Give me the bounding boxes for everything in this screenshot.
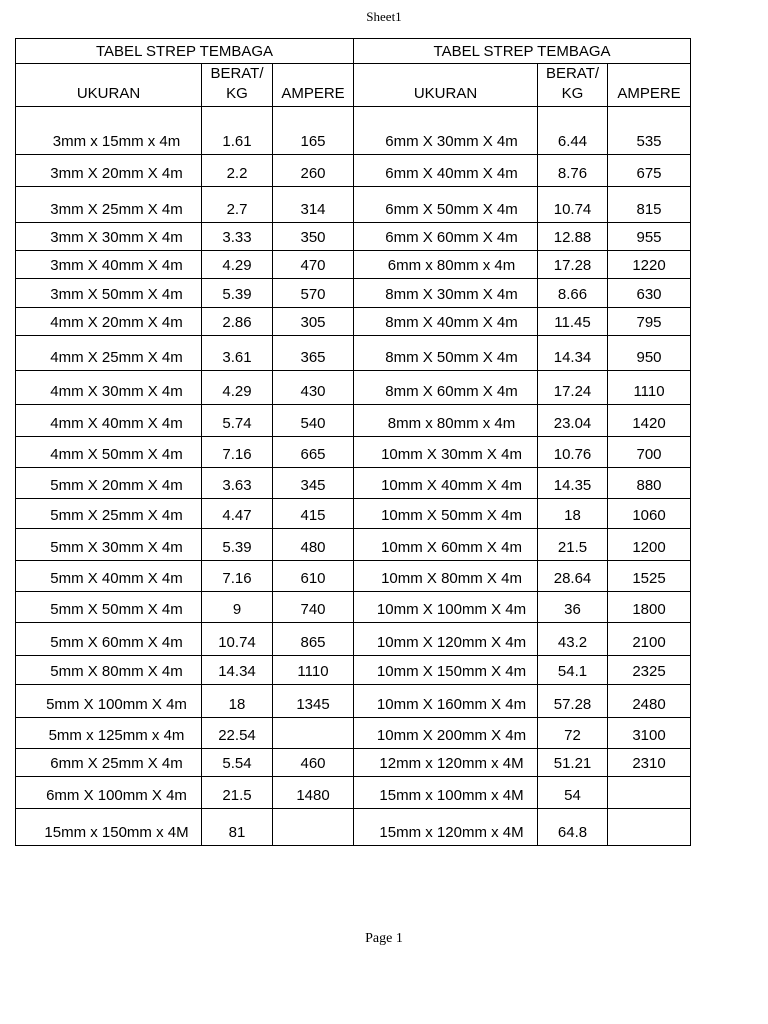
left-size-cell: 3mm X 20mm X 4m [16, 155, 202, 187]
left-size-cell: 4mm X 30mm X 4m [16, 371, 202, 405]
table-row [16, 308, 691, 336]
right-size-cell: 15mm x 120mm x 4M [354, 809, 538, 846]
right-ampere-cell: 955 [608, 223, 691, 251]
left-size-cell: 6mm X 25mm X 4m [16, 749, 202, 777]
left-weight-cell: 18 [202, 685, 273, 718]
left-size-cell: 3mm X 30mm X 4m [16, 223, 202, 251]
right-table-title: TABEL STREP TEMBAGA [354, 39, 691, 64]
left-ampere-cell: 740 [273, 592, 354, 623]
table-row [16, 251, 691, 279]
right-weight-cell: 11.45 [538, 308, 608, 336]
weight-header-line1: BERAT/ [545, 65, 600, 82]
table-body [16, 107, 691, 846]
right-size-cell: 8mm X 50mm X 4m [354, 336, 538, 371]
left-weight-cell: 7.16 [202, 437, 273, 468]
table-row [16, 561, 691, 592]
table-row [16, 187, 691, 223]
left-weight-cell: 2.7 [202, 187, 273, 223]
left-weight-cell: 3.61 [202, 336, 273, 371]
right-size-cell: 10mm X 50mm X 4m [354, 499, 538, 529]
weight-header-line1: BERAT/ [210, 65, 264, 82]
left-weight-cell: 1.61 [202, 107, 273, 155]
left-weight-cell: 7.16 [202, 561, 273, 592]
right-size-header: UKURAN [354, 64, 538, 107]
right-weight-cell: 12.88 [538, 223, 608, 251]
left-size-cell: 4mm X 40mm X 4m [16, 405, 202, 437]
left-size-cell: 5mm X 25mm X 4m [16, 499, 202, 529]
right-weight-cell: 14.35 [538, 468, 608, 499]
left-size-cell: 3mm X 25mm X 4m [16, 187, 202, 223]
left-ampere-cell: 345 [273, 468, 354, 499]
right-ampere-cell: 1525 [608, 561, 691, 592]
left-weight-cell: 3.33 [202, 223, 273, 251]
table-row [16, 777, 691, 809]
right-ampere-cell: 630 [608, 279, 691, 308]
right-weight-cell: 8.76 [538, 155, 608, 187]
right-ampere-header: AMPERE [608, 64, 691, 107]
right-size-cell: 6mm X 40mm X 4m [354, 155, 538, 187]
right-ampere-cell: 795 [608, 308, 691, 336]
left-ampere-header: AMPERE [273, 64, 354, 107]
left-ampere-cell: 1480 [273, 777, 354, 809]
right-weight-header [538, 64, 608, 107]
left-weight-header [202, 64, 273, 107]
table-row [16, 155, 691, 187]
left-ampere-cell: 165 [273, 107, 354, 155]
right-ampere-cell: 815 [608, 187, 691, 223]
left-weight-cell: 5.39 [202, 279, 273, 308]
right-weight-cell: 17.24 [538, 371, 608, 405]
right-size-cell: 6mm X 50mm X 4m [354, 187, 538, 223]
left-ampere-cell: 460 [273, 749, 354, 777]
left-weight-cell: 4.29 [202, 251, 273, 279]
left-ampere-cell: 415 [273, 499, 354, 529]
page-number-label: Page 1 [365, 931, 403, 946]
left-size-cell: 5mm X 30mm X 4m [16, 529, 202, 561]
right-ampere-cell: 1110 [608, 371, 691, 405]
right-weight-cell: 54 [538, 777, 608, 809]
sheet-name-label: Sheet1 [366, 9, 402, 24]
left-ampere-cell: 1110 [273, 656, 354, 685]
right-size-cell: 8mm X 30mm X 4m [354, 279, 538, 308]
table-row [16, 623, 691, 656]
left-ampere-cell: 540 [273, 405, 354, 437]
left-ampere-cell: 480 [273, 529, 354, 561]
left-ampere-cell: 470 [273, 251, 354, 279]
right-size-cell: 12mm x 120mm x 4M [354, 749, 538, 777]
table-row [16, 107, 691, 155]
table-row [16, 437, 691, 468]
left-ampere-cell [273, 809, 354, 846]
right-size-cell: 10mm X 80mm X 4m [354, 561, 538, 592]
weight-header-line2: KG [226, 85, 248, 102]
right-weight-cell: 18 [538, 499, 608, 529]
left-ampere-cell: 865 [273, 623, 354, 656]
right-weight-cell: 10.76 [538, 437, 608, 468]
right-ampere-cell: 2325 [608, 656, 691, 685]
right-weight-cell: 6.44 [538, 107, 608, 155]
right-size-cell: 6mm x 80mm x 4m [354, 251, 538, 279]
left-size-cell: 6mm X 100mm X 4m [16, 777, 202, 809]
table-title-row [16, 39, 691, 64]
right-ampere-cell [608, 777, 691, 809]
left-table-title: TABEL STREP TEMBAGA [16, 39, 354, 64]
table-row [16, 685, 691, 718]
right-ampere-cell: 950 [608, 336, 691, 371]
right-ampere-cell: 1060 [608, 499, 691, 529]
right-ampere-cell: 1220 [608, 251, 691, 279]
column-header-row [16, 64, 691, 107]
right-weight-cell: 54.1 [538, 656, 608, 685]
right-ampere-cell: 880 [608, 468, 691, 499]
left-weight-cell: 21.5 [202, 777, 273, 809]
right-size-cell: 8mm x 80mm x 4m [354, 405, 538, 437]
left-weight-cell: 5.54 [202, 749, 273, 777]
left-weight-cell: 5.39 [202, 529, 273, 561]
left-size-cell: 4mm X 50mm X 4m [16, 437, 202, 468]
right-size-cell: 10mm X 100mm X 4m [354, 592, 538, 623]
right-ampere-cell: 3100 [608, 718, 691, 749]
left-ampere-cell: 305 [273, 308, 354, 336]
right-ampere-cell: 2480 [608, 685, 691, 718]
right-size-cell: 6mm X 60mm X 4m [354, 223, 538, 251]
left-size-cell: 4mm X 20mm X 4m [16, 308, 202, 336]
right-ampere-cell: 1420 [608, 405, 691, 437]
left-weight-cell: 10.74 [202, 623, 273, 656]
table-row [16, 499, 691, 529]
right-ampere-cell: 1200 [608, 529, 691, 561]
right-weight-cell: 17.28 [538, 251, 608, 279]
left-size-cell: 3mm x 15mm x 4m [16, 107, 202, 155]
left-size-cell: 3mm X 40mm X 4m [16, 251, 202, 279]
table-row [16, 279, 691, 308]
table-row [16, 749, 691, 777]
left-ampere-cell: 430 [273, 371, 354, 405]
left-size-cell: 4mm X 25mm X 4m [16, 336, 202, 371]
left-size-cell: 5mm X 60mm X 4m [16, 623, 202, 656]
left-size-cell: 5mm X 50mm X 4m [16, 592, 202, 623]
left-weight-cell: 9 [202, 592, 273, 623]
right-weight-cell: 28.64 [538, 561, 608, 592]
table-row [16, 405, 691, 437]
table-row [16, 371, 691, 405]
copper-strip-table [15, 38, 691, 846]
table-row [16, 592, 691, 623]
right-weight-cell: 8.66 [538, 279, 608, 308]
left-size-cell: 5mm x 125mm x 4m [16, 718, 202, 749]
right-size-cell: 10mm X 150mm X 4m [354, 656, 538, 685]
right-weight-cell: 72 [538, 718, 608, 749]
left-size-cell: 5mm X 20mm X 4m [16, 468, 202, 499]
right-ampere-cell [608, 809, 691, 846]
table-row [16, 529, 691, 561]
right-size-cell: 6mm X 30mm X 4m [354, 107, 538, 155]
right-size-cell: 10mm X 60mm X 4m [354, 529, 538, 561]
right-ampere-cell: 535 [608, 107, 691, 155]
left-weight-cell: 14.34 [202, 656, 273, 685]
right-size-cell: 8mm X 40mm X 4m [354, 308, 538, 336]
table-row [16, 336, 691, 371]
left-weight-cell: 81 [202, 809, 273, 846]
right-size-cell: 10mm X 160mm X 4m [354, 685, 538, 718]
table-row [16, 223, 691, 251]
left-ampere-cell: 665 [273, 437, 354, 468]
right-weight-cell: 36 [538, 592, 608, 623]
right-ampere-cell: 675 [608, 155, 691, 187]
left-weight-cell: 4.29 [202, 371, 273, 405]
left-size-header: UKURAN [16, 64, 202, 107]
right-weight-cell: 21.5 [538, 529, 608, 561]
left-size-cell: 5mm X 100mm X 4m [16, 685, 202, 718]
left-ampere-cell: 570 [273, 279, 354, 308]
right-weight-cell: 43.2 [538, 623, 608, 656]
weight-header-line2: KG [561, 85, 584, 102]
right-size-cell: 10mm X 120mm X 4m [354, 623, 538, 656]
table-row [16, 809, 691, 846]
right-ampere-cell: 1800 [608, 592, 691, 623]
left-ampere-cell: 1345 [273, 685, 354, 718]
left-weight-cell: 2.86 [202, 308, 273, 336]
left-size-cell: 15mm x 150mm x 4M [16, 809, 202, 846]
left-weight-cell: 4.47 [202, 499, 273, 529]
right-weight-cell: 23.04 [538, 405, 608, 437]
left-ampere-cell: 350 [273, 223, 354, 251]
left-size-cell: 3mm X 50mm X 4m [16, 279, 202, 308]
right-size-cell: 15mm x 100mm x 4M [354, 777, 538, 809]
right-ampere-cell: 2100 [608, 623, 691, 656]
left-ampere-cell [273, 718, 354, 749]
left-weight-cell: 2.2 [202, 155, 273, 187]
left-weight-cell: 5.74 [202, 405, 273, 437]
right-size-cell: 10mm X 40mm X 4m [354, 468, 538, 499]
right-weight-cell: 14.34 [538, 336, 608, 371]
table-row [16, 468, 691, 499]
left-ampere-cell: 610 [273, 561, 354, 592]
table-row [16, 656, 691, 685]
right-weight-cell: 10.74 [538, 187, 608, 223]
table-row [16, 718, 691, 749]
left-ampere-cell: 314 [273, 187, 354, 223]
right-size-cell: 10mm X 200mm X 4m [354, 718, 538, 749]
left-weight-cell: 3.63 [202, 468, 273, 499]
right-weight-cell: 57.28 [538, 685, 608, 718]
right-weight-cell: 64.8 [538, 809, 608, 846]
right-ampere-cell: 700 [608, 437, 691, 468]
right-size-cell: 10mm X 30mm X 4m [354, 437, 538, 468]
left-weight-cell: 22.54 [202, 718, 273, 749]
right-weight-cell: 51.21 [538, 749, 608, 777]
left-ampere-cell: 260 [273, 155, 354, 187]
left-size-cell: 5mm X 80mm X 4m [16, 656, 202, 685]
left-size-cell: 5mm X 40mm X 4m [16, 561, 202, 592]
right-size-cell: 8mm X 60mm X 4m [354, 371, 538, 405]
left-ampere-cell: 365 [273, 336, 354, 371]
right-ampere-cell: 2310 [608, 749, 691, 777]
